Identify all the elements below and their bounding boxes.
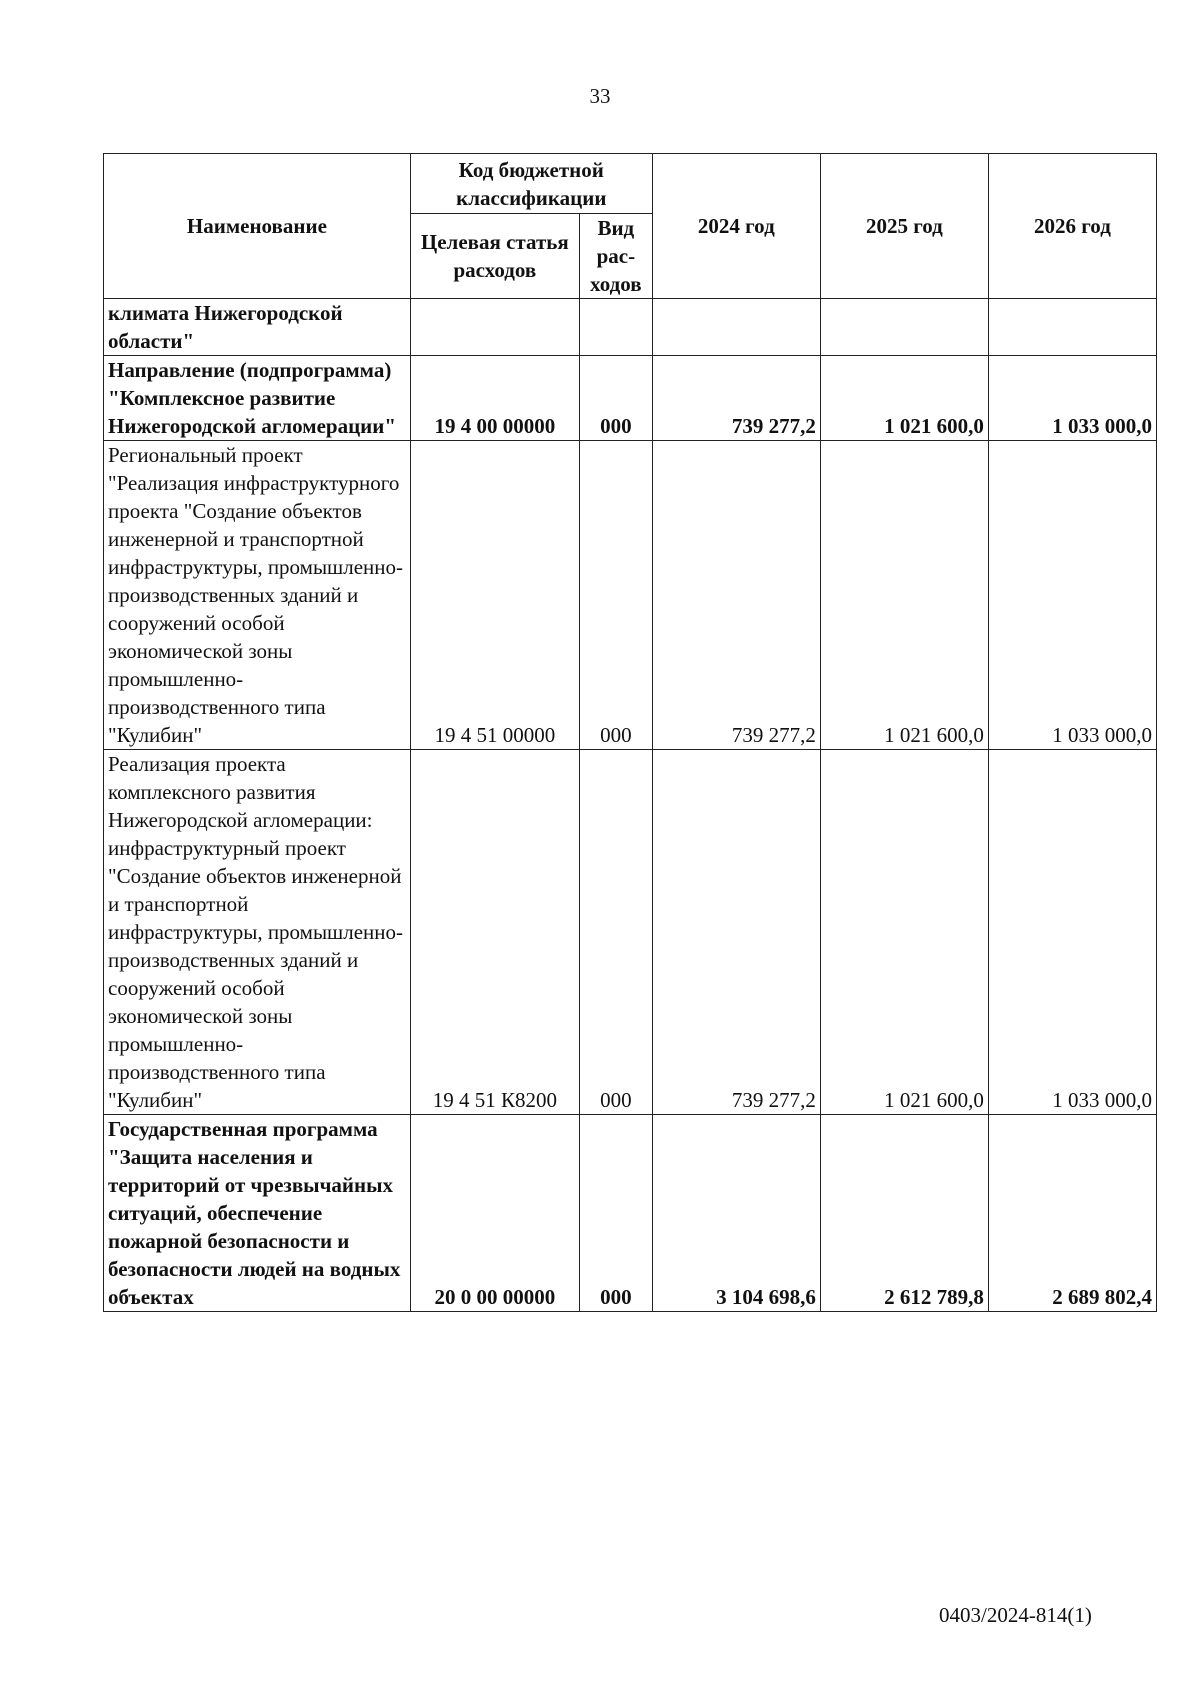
row-value-2025: 1 021 600,0 xyxy=(820,750,988,1115)
row-name: Реализация проекта комплексного развития Нижегородской агломерации: инфраструктурный проект "Создание объектов инженерной и транспортной инфраструктуры, промышленно-производственных зданий и сооружений особой экономической зоны промышленно-производственного типа "Кулибин" xyxy=(104,750,411,1115)
row-value-2025 xyxy=(820,299,988,356)
row-value-2025: 1 021 600,0 xyxy=(820,441,988,750)
row-target-article xyxy=(410,299,579,356)
row-expense-type: 000 xyxy=(579,1115,652,1312)
row-value-2024: 739 277,2 xyxy=(652,750,820,1115)
table-row xyxy=(104,441,1157,750)
row-name: Региональный проект "Реализация инфраструктурного проекта "Создание объектов инженерной и транспортной инфраструктуры, промышленно-производственных зданий и сооружений особой экономической зоны промышленно-производственного типа "Кулибин" xyxy=(104,441,411,750)
row-value-2026: 2 689 802,4 xyxy=(988,1115,1156,1312)
row-value-2026: 1 033 000,0 xyxy=(988,750,1156,1115)
document-id: 0403/2024-814(1) xyxy=(939,1603,1092,1627)
page-number: 33 xyxy=(589,84,611,108)
header-budget-code: Код бюджетной классификации xyxy=(410,154,652,214)
row-name: климата Нижегородской области" xyxy=(104,299,411,356)
header-expense-type: Вид рас-ходов xyxy=(579,214,652,299)
header-name: Наименование xyxy=(104,154,411,299)
row-value-2024 xyxy=(652,299,820,356)
table-row xyxy=(104,356,1157,441)
budget-table xyxy=(103,153,1157,1312)
row-expense-type: 000 xyxy=(579,441,652,750)
row-value-2025: 1 021 600,0 xyxy=(820,356,988,441)
row-name: Государственная программа "Защита населения и территорий от чрезвычайных ситуаций, обеспечение пожарной безопасности и безопасности людей на водных объектах xyxy=(104,1115,411,1312)
row-target-article: 19 4 51 К8200 xyxy=(410,750,579,1115)
row-target-article: 20 0 00 00000 xyxy=(410,1115,579,1312)
table-row xyxy=(104,750,1157,1115)
row-value-2026 xyxy=(988,299,1156,356)
table-body xyxy=(104,299,1157,1312)
row-value-2026: 1 033 000,0 xyxy=(988,441,1156,750)
row-value-2025: 2 612 789,8 xyxy=(820,1115,988,1312)
row-value-2024: 3 104 698,6 xyxy=(652,1115,820,1312)
row-value-2024: 739 277,2 xyxy=(652,356,820,441)
row-expense-type: 000 xyxy=(579,356,652,441)
row-target-article: 19 4 00 00000 xyxy=(410,356,579,441)
table-row xyxy=(104,1115,1157,1312)
row-expense-type: 000 xyxy=(579,750,652,1115)
row-target-article: 19 4 51 00000 xyxy=(410,441,579,750)
header-year-2024: 2024 год xyxy=(652,154,820,299)
table-row xyxy=(104,299,1157,356)
row-name: Направление (подпрограмма) "Комплексное развитие Нижегородской агломерации" xyxy=(104,356,411,441)
header-target-article: Целевая статья расходов xyxy=(410,214,579,299)
row-value-2026: 1 033 000,0 xyxy=(988,356,1156,441)
row-expense-type xyxy=(579,299,652,356)
header-year-2026: 2026 год xyxy=(988,154,1156,299)
header-year-2025: 2025 год xyxy=(820,154,988,299)
row-value-2024: 739 277,2 xyxy=(652,441,820,750)
